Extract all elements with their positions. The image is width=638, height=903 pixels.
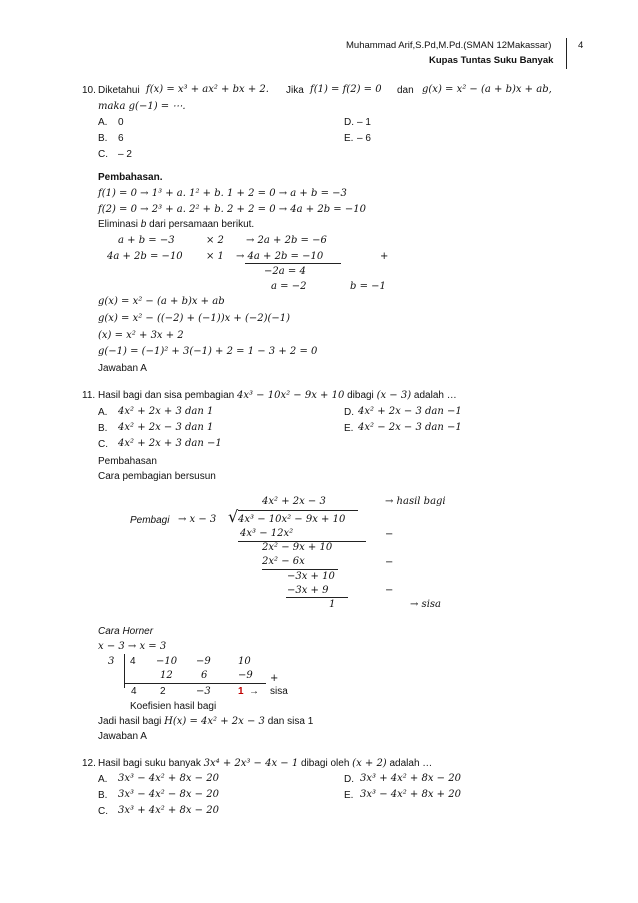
q10-line1: f(1) = 0 → 1³ + a. 1² + b. 1 + 2 = 0 → a + b = −3 xyxy=(98,188,347,199)
q10-option-d-label: D. xyxy=(344,117,354,128)
q11-dividend: 4x³ − 10x² − 9x + 10 xyxy=(238,514,346,525)
q11-horner-r2c4: −9 xyxy=(238,670,253,681)
q10-g1: g(x) = x² − (a + b)x + ab xyxy=(98,296,225,307)
q11-minus-2: − xyxy=(385,557,394,568)
q11-horner-k: 3 xyxy=(108,656,115,667)
q10-stem-b: Jika xyxy=(286,85,304,96)
q11-option-e-label: E. xyxy=(344,423,354,434)
q11-number: 11. xyxy=(82,390,96,401)
q10-option-d: – 1 xyxy=(357,117,371,128)
q11-step5: −3x + 9 xyxy=(287,585,329,596)
q12-number: 12. xyxy=(82,758,96,769)
q10-elim-underline xyxy=(245,263,341,264)
q10-option-a: 0 xyxy=(118,117,124,128)
q11-conclusion: Jadi hasil bagi H(x) = 4x² + 2x − 3 dan sisa 1 xyxy=(98,716,314,727)
q11-horner-r1c4: 10 xyxy=(238,656,251,667)
q11-step5-line xyxy=(286,597,348,598)
page-number: 4 xyxy=(578,40,584,51)
q10-stem-g: g(x) = x² − (a + b)x + ab, xyxy=(422,84,552,95)
q12-option-c: 3x³ + 4x² + 8x − 20 xyxy=(118,805,219,816)
q11-option-b: 4x² + 2x − 3 dan 1 xyxy=(118,422,214,433)
q12-option-d: 3x³ + 4x² + 8x − 20 xyxy=(360,773,461,784)
header-divider xyxy=(566,38,567,69)
q10-option-c-label: C. xyxy=(98,149,108,160)
q11-divisor-label: Pembagi xyxy=(130,515,170,526)
q10-line2: f(2) = 0 → 2³ + a. 2² + b. 2 + 2 = 0 → 4a + 2b = −10 xyxy=(98,204,366,215)
q11-quotient: 4x² + 2x − 3 xyxy=(262,496,326,507)
q11-step3-line xyxy=(262,569,338,570)
q11-answer: Jawaban A xyxy=(98,731,147,742)
q12-option-d-label: D. xyxy=(344,774,354,785)
q10-stem-cond: f(1) = f(2) = 0 xyxy=(310,84,382,95)
q11-radical-sign: √ xyxy=(228,507,239,526)
q11-horner-r1c3: −9 xyxy=(196,656,211,667)
q12-option-a: 3x³ − 4x² + 8x − 20 xyxy=(118,773,219,784)
q11-option-b-label: B. xyxy=(98,423,108,434)
q10-elim-mult1: × 2 xyxy=(206,235,224,246)
q10-elim-b: b = −1 xyxy=(350,281,386,292)
q10-option-b-label: B. xyxy=(98,133,108,144)
q10-elim-eq1: a + b = −3 xyxy=(118,235,175,246)
q11-horner-r1c1: 4 xyxy=(130,656,136,667)
q11-option-d: 4x² + 2x − 3 dan −1 xyxy=(358,406,462,417)
q11-option-c: 4x² + 2x + 3 dan −1 xyxy=(118,438,222,449)
header-author: Muhammad Arif,S.Pd,M.Pd.(SMAN 12Makassar) xyxy=(346,40,552,51)
q12-option-e: 3x³ − 4x² + 8x + 20 xyxy=(360,789,461,800)
q11-remainder: 1 xyxy=(329,599,336,610)
q11-method2: Cara Horner xyxy=(98,626,154,637)
q10-stem-c: dan xyxy=(397,85,414,96)
q12-option-a-label: A. xyxy=(98,774,108,785)
q11-step4: −3x + 10 xyxy=(287,571,335,582)
q11-horner-arrow: → xyxy=(249,686,259,697)
q10-elim-eq2: 4a + 2b = −10 xyxy=(107,251,183,262)
q10-elim-result: −2a = 4 xyxy=(264,266,306,277)
q11-horner-plus: + xyxy=(270,673,279,684)
q10-option-c: – 2 xyxy=(118,149,132,160)
q11-method1: Cara pembagian bersusun xyxy=(98,471,216,482)
q12-option-b-label: B. xyxy=(98,790,108,801)
q11-horner-r2c2: 12 xyxy=(160,670,173,681)
q11-division-bar xyxy=(238,510,358,511)
q11-option-e: 4x² − 2x − 3 dan −1 xyxy=(358,422,462,433)
q11-step1: 4x³ − 12x² xyxy=(240,528,294,539)
q11-option-c-label: C. xyxy=(98,439,108,450)
q10-elim-res1: → 2a + 2b = −6 xyxy=(246,235,327,246)
q11-solution-title: Pembahasan xyxy=(98,456,157,467)
q11-divisor: → x − 3 xyxy=(178,514,217,525)
q11-horner-r1c2: −10 xyxy=(156,656,178,667)
q12-option-e-label: E. xyxy=(344,790,354,801)
q11-option-d-label: D. xyxy=(344,407,354,418)
q10-solution-title: Pembahasan. xyxy=(98,172,163,183)
q10-g3: (x) = x² + 3x + 2 xyxy=(98,330,184,341)
q10-stem-line2: maka g(−1) = ⋯. xyxy=(98,101,186,112)
q11-quotient-note: → hasil bagi xyxy=(385,496,446,507)
q11-option-a-label: A. xyxy=(98,407,108,418)
q11-horner-r3c1: 4 xyxy=(131,686,137,697)
q10-stem-f: f(x) = x³ + ax² + bx + 2. xyxy=(146,84,269,95)
q11-option-a: 4x² + 2x + 3 dan 1 xyxy=(118,406,214,417)
q11-step3: 2x² − 6x xyxy=(262,556,305,567)
q11-remainder-note: → sisa xyxy=(410,599,441,610)
q11-minus-1: − xyxy=(385,529,394,540)
q10-option-b: 6 xyxy=(118,133,124,144)
q10-option-a-label: A. xyxy=(98,117,108,128)
q12-option-b: 3x³ − 4x² − 8x − 20 xyxy=(118,789,219,800)
q11-minus-3: − xyxy=(385,585,394,596)
q11-horner-r2c3: 6 xyxy=(201,670,208,681)
q12-stem: Hasil bagi suku banyak 3x⁴ + 2x³ − 4x − 1 dibagi oleh (x + 2) adalah … xyxy=(98,758,433,769)
q11-step2: 2x² − 9x + 10 xyxy=(262,542,333,553)
q10-option-e: – 6 xyxy=(357,133,371,144)
q10-number: 10. xyxy=(82,85,96,96)
header-subtitle: Kupas Tuntas Suku Banyak xyxy=(429,55,554,66)
q10-elim-a: a = −2 xyxy=(271,281,307,292)
q10-elim-plus: + xyxy=(380,251,389,262)
q10-elim-mult2: × 1 xyxy=(206,251,224,262)
q10-answer: Jawaban A xyxy=(98,363,147,374)
q12-option-c-label: C. xyxy=(98,806,108,817)
q10-stem-a: Diketahui xyxy=(98,85,140,96)
q10-elim-text: Eliminasi b dari persamaan berikut. xyxy=(98,219,255,230)
q11-horner-sisa: sisa xyxy=(270,686,288,697)
q10-elim-res2: → 4a + 2b = −10 xyxy=(236,251,324,262)
q11-horner-coef-label: Koefisien hasil bagi xyxy=(130,701,217,712)
q11-horner-r3c2: 2 xyxy=(160,686,166,697)
q10-g4: g(−1) = (−1)² + 3(−1) + 2 = 1 − 3 + 2 = 0 xyxy=(98,346,318,357)
q11-horner-remainder: 1 xyxy=(238,686,244,697)
q11-horner-root: x − 3 → x = 3 xyxy=(98,641,167,652)
q10-option-e-label: E. xyxy=(344,133,354,144)
q10-g2: g(x) = x² − ((−2) + (−1))x + (−2)(−1) xyxy=(98,313,291,324)
q11-horner-r3c3: −3 xyxy=(196,686,211,697)
q11-horner-hline xyxy=(124,683,266,684)
q11-stem: Hasil bagi dan sisa pembagian 4x³ − 10x² − 9x + 10 dibagi (x − 3) adalah … xyxy=(98,390,457,401)
